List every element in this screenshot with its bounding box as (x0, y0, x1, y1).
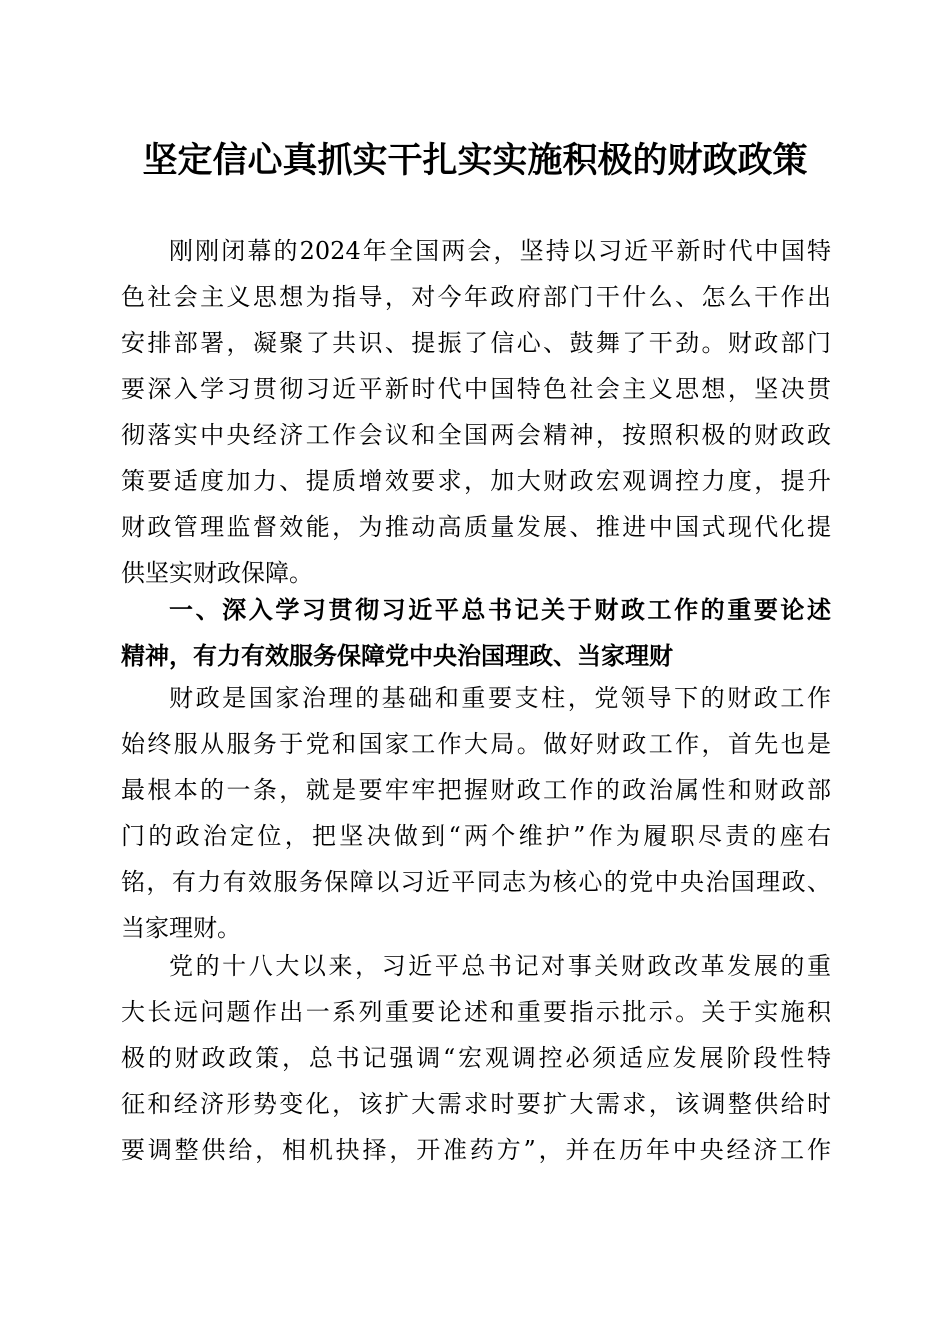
heading-line: 一、深入学习贯彻习近平总书记关于财政工作的重要论述 (169, 596, 831, 624)
paragraph-line: 铭，有力有效服务保障以习近平同志为核心的党中央治国理政、 (121, 868, 831, 896)
paragraph-line: 彻落实中央经济工作会议和全国两会精神，按照积极的财政政 (121, 421, 831, 449)
paragraph-line: 始终服从服务于党和国家工作大局。做好财政工作，首先也是 (121, 730, 831, 758)
paragraph-line: 党的十八大以来，习近平总书记对事关财政改革发展的重 (169, 952, 831, 980)
paragraph-line: 最根本的一条，就是要牢牢把握财政工作的政治属性和财政部 (121, 776, 831, 804)
heading-line: 精神，有力有效服务保障党中央治国理政、当家理财 (121, 642, 673, 670)
section-heading-1 (121, 587, 831, 679)
paragraph-since-18th (121, 943, 831, 1173)
paragraph-line: 色社会主义思想为指导，对今年政府部门干什么、怎么干作出 (121, 283, 831, 311)
paragraph-line: 要调整供给，相机抉择，开准药方”，并在历年中央经济工作 (121, 1136, 831, 1164)
paragraph-line: 策要适度加力、提质增效要求，加大财政宏观调控力度，提升 (121, 467, 831, 495)
paragraph-line: 安排部署，凝聚了共识、提振了信心、鼓舞了干劲。财政部门 (121, 329, 831, 357)
paragraph-line: 要深入学习贯彻习近平新时代中国特色社会主义思想，坚决贯 (121, 375, 831, 403)
paragraph-line: 极的财政政策，总书记强调“宏观调控必须适应发展阶段性特 (121, 1044, 831, 1072)
paragraph-intro (121, 228, 831, 596)
paragraph-finance-role (121, 675, 831, 951)
paragraph-line: 门的政治定位，把坚决做到“两个维护”作为履职尽责的座右 (121, 822, 831, 850)
paragraph-line: 当家理财。 (121, 914, 241, 942)
paragraph-line: 大长远问题作出一系列重要论述和重要指示批示。关于实施积 (121, 998, 831, 1026)
paragraph-line: 供坚实财政保障。 (121, 559, 313, 587)
document-title: 坚定信心真抓实干扎实实施积极的财政政策 (142, 141, 808, 181)
paragraph-line: 财政管理监督效能，为推动高质量发展、推进中国式现代化提 (121, 513, 831, 541)
paragraph-line: 征和经济形势变化，该扩大需求时要扩大需求，该调整供给时 (121, 1090, 831, 1118)
paragraph-line: 财政是国家治理的基础和重要支柱，党领导下的财政工作 (169, 684, 831, 712)
paragraph-line: 刚刚闭幕的2024年全国两会，坚持以习近平新时代中国特 (169, 237, 831, 265)
